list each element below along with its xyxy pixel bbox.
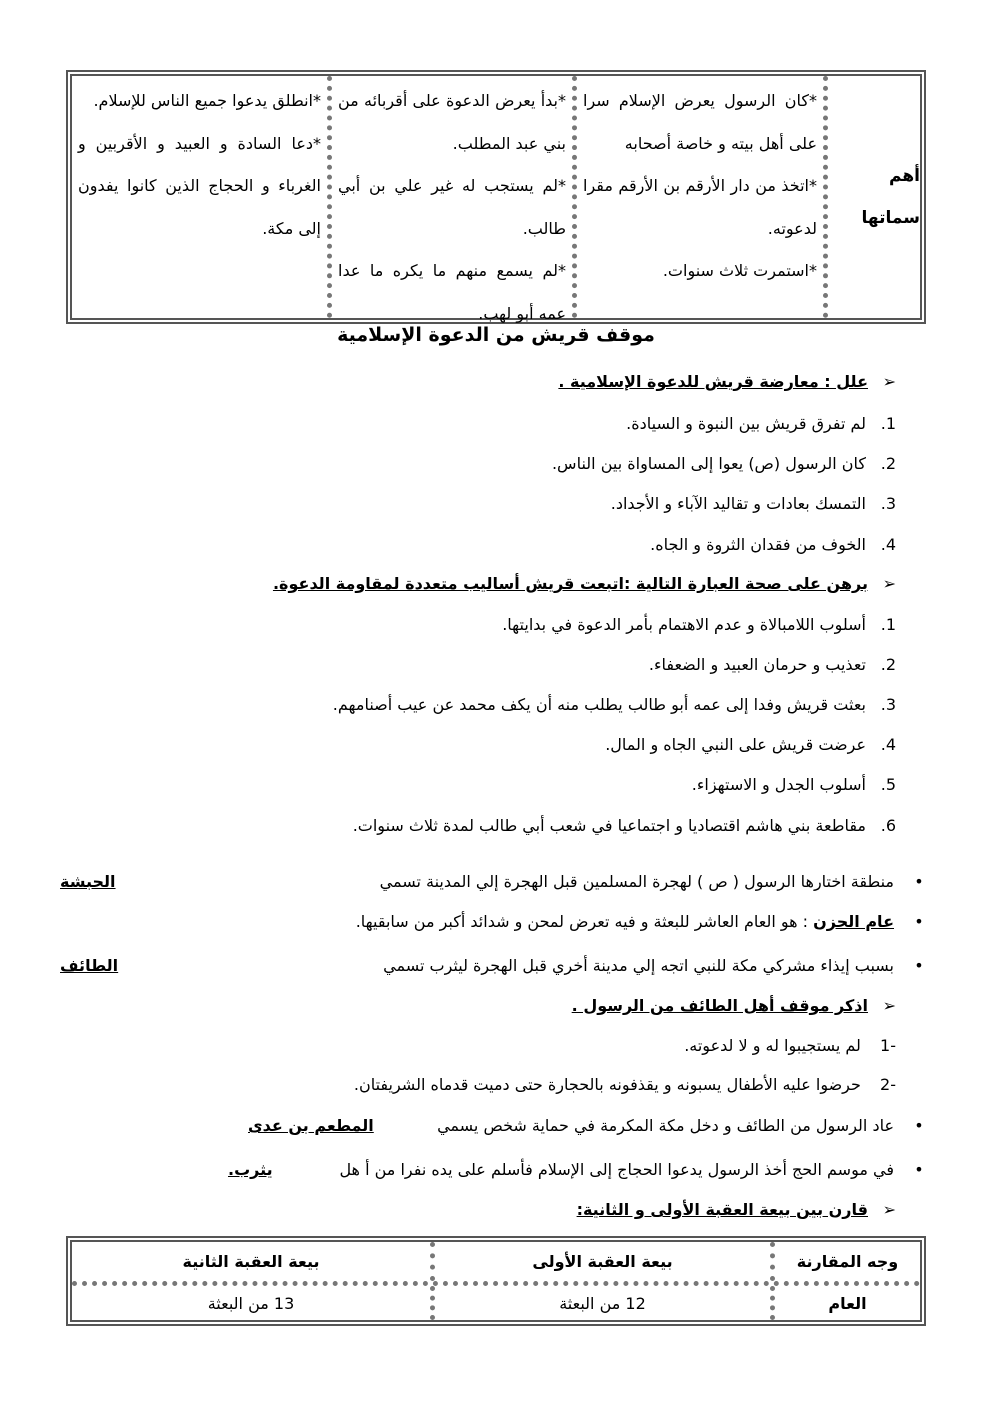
list-item: 5.أسلوب الجدل و الاستهزاء. <box>691 775 896 794</box>
features-heading: أهم سماتها <box>823 76 920 318</box>
features-col-3 <box>72 76 327 318</box>
list-item: 3.بعثت قريش وفدا إلى عمه أبو طالب يطلب منه أن يكف محمد عن عيب أصنامهم. <box>332 695 896 714</box>
table-header: بيعة العقبة الثانية <box>182 1252 320 1271</box>
bullet-item: •عاد الرسول من الطائف و دخل مكة المكرمة في حماية شخص يسمي المطعم بن عدى <box>248 1116 924 1135</box>
arrow-icon: ➢ <box>882 996 896 1015</box>
table-row <box>72 1281 920 1320</box>
term: عام الحزن <box>813 912 894 931</box>
list-item: 2.كان الرسول (ص) يعوا إلى المساواة بين الناس. <box>551 454 896 473</box>
features-col-2 <box>327 76 572 323</box>
answer: المطعم بن عدى <box>248 1116 374 1135</box>
section-title: موقف قريش من الدعوة الإسلامية <box>337 324 655 346</box>
col3-line: *انطلق يدعوا جميع الناس للإسلام. <box>93 91 321 110</box>
list-item: 1.لم تفرق قريش بين النبوة و السيادة. <box>626 414 896 433</box>
arrow-icon: ➢ <box>882 372 896 391</box>
col2-line: *بدأ يعرض الدعوة على أقربائه من بني عبد المطلب. <box>338 91 566 153</box>
col2-line: *لم يسمع منهم ما يكره ما عدا عمه أبو لهب. <box>338 261 566 323</box>
bullet-item: •منطقة اختارها الرسول ( ص ) لهجرة المسلمين قبل الهجرة إلي المدينة تسمي الحبشة <box>60 872 924 891</box>
question-3-title: اذكر موقف أهل الطائف من الرسول . <box>571 996 868 1015</box>
arrow-icon: ➢ <box>882 1200 896 1219</box>
question-4 <box>577 1200 896 1219</box>
table-cell: العام <box>770 1286 920 1320</box>
list-item: 1.أسلوب اللامبالاة و عدم الاهتمام بأمر الدعوة في بدايتها. <box>502 615 896 634</box>
question-4-title: قارن بين بيعة العقبة الأولى و الثانية: <box>576 1200 868 1219</box>
features-table <box>66 70 926 324</box>
bullet-item: •في موسم الحج أخذ الرسول يدعوا الحجاج إلى الإسلام فأسلم على يده نفرا من أ هل يثرب. <box>228 1160 924 1179</box>
comparison-table <box>66 1236 926 1326</box>
bullet-item: •بسبب إيذاء مشركي مكة للنبي اتجه إلي مدينة أخري قبل الهجرة ليثرب تسمي الطائف <box>60 956 924 975</box>
table-cell: 12 من البعثة <box>430 1286 770 1320</box>
col1-line: *اتخذ من دار الأرقم بن الأرقم مقرا لدعوته. <box>583 176 817 238</box>
table-header-row <box>72 1242 920 1281</box>
bullet-item: •عام الحزن : هو العام العاشر للبعثة و فيه تعرض لمحن و شدائد أكبر من سابقيها. <box>355 912 924 931</box>
list-item: -1 لم يستجيبوا له و لا لدعوته. <box>684 1036 896 1055</box>
col1-line: *كان الرسول يعرض الإسلام سرا على أهل بيته و خاصة أصحابه <box>583 91 817 153</box>
list-item: 3.التمسك بعادات و تقاليد الآباء و الأجداد. <box>610 494 896 513</box>
list-item: 4.الخوف من فقدان الثروة و الجاه. <box>650 535 896 554</box>
question-3 <box>572 996 896 1015</box>
features-col-1 <box>572 76 823 318</box>
list-item: 4.عرضت قريش على النبي الجاه و المال. <box>605 735 896 754</box>
col2-line: *لم يستجب له غير علي بن أبي طالب. <box>338 176 566 238</box>
question-2-title: برهن على صحة العبارة التالية :اتبعت قريش أساليب متعددة لمقاومة الدعوة. <box>272 574 868 593</box>
table-header: بيعة العقبة الأولى <box>430 1242 770 1281</box>
answer: الطائف <box>60 956 119 975</box>
question-2 <box>273 574 896 593</box>
question-1-title: علل : معارضة قريش للدعوة الإسلامية . <box>558 372 868 391</box>
list-item: 2.تعذيب و حرمان العبيد و الضعفاء. <box>648 655 896 674</box>
answer: يثرب. <box>228 1160 273 1179</box>
question-1 <box>558 372 896 391</box>
list-item: -2 حرضوا عليه الأطفال يسبونه و يقذفونه بالحجارة حتى دميت قدماه الشريفتان. <box>353 1075 896 1094</box>
col3-line: *دعا السادة و العبيد و الأقربين و الغرباء و الحجاج الذين كانوا يفدون إلى مكة. <box>78 133 321 238</box>
answer: الحبشة <box>60 872 116 891</box>
list-item: 6.مقاطعة بني هاشم اقتصاديا و اجتماعيا في شعب أبي طالب لمدة ثلاث سنوات. <box>352 816 896 835</box>
table-header: وجه المقارنة <box>770 1242 920 1281</box>
col1-line: *استمرت ثلاث سنوات. <box>662 261 817 280</box>
arrow-icon: ➢ <box>882 574 896 593</box>
table-cell: 13 من البعثة <box>207 1293 295 1313</box>
